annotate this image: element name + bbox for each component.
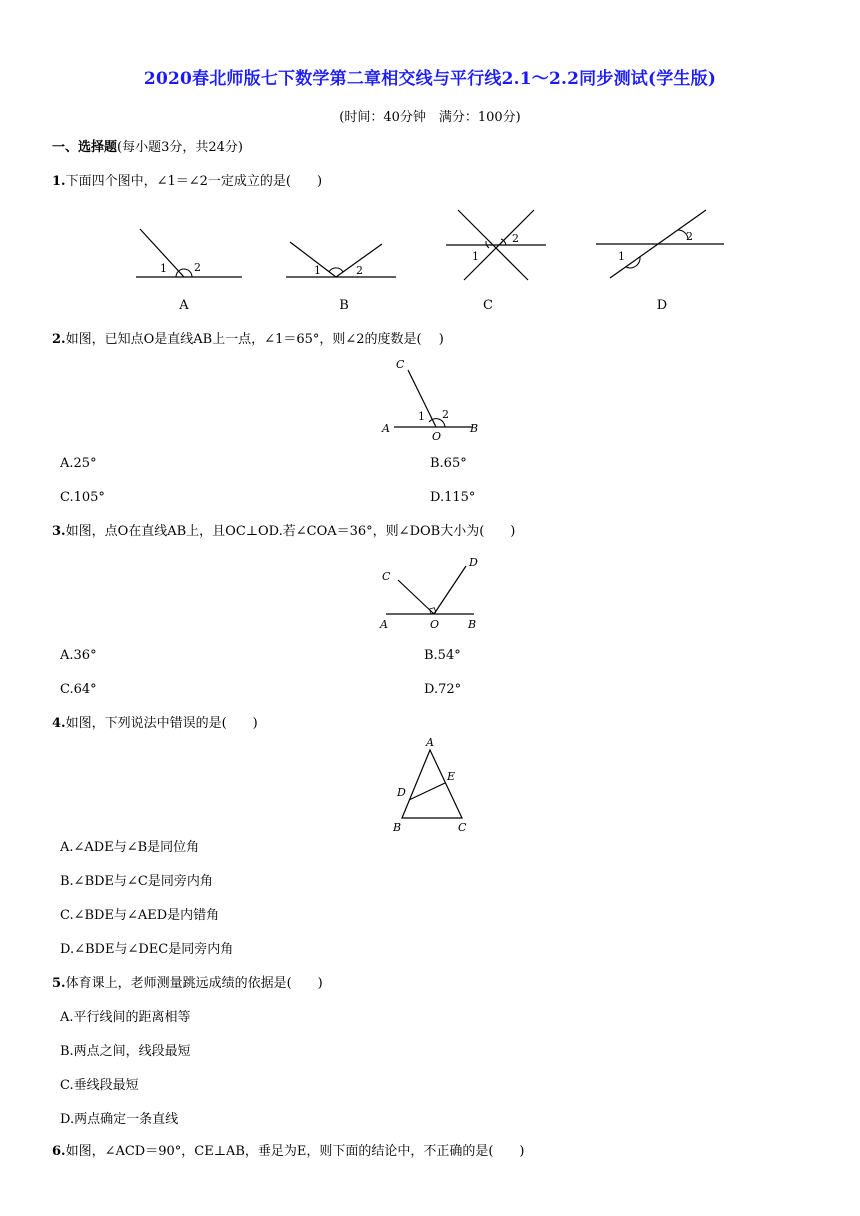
q4-figure [388, 734, 474, 834]
angle-label-2: 2 [686, 230, 693, 243]
q1-figure-d [594, 208, 726, 280]
question-6 [52, 1144, 525, 1160]
q4-option-c[interactable]: C.∠BDE与∠AED是内错角 [60, 908, 220, 923]
q5-option-a[interactable]: A.平行线间的距离相等 [60, 1010, 191, 1025]
question-number: 3. [52, 524, 66, 539]
point-label-a: A [380, 618, 388, 631]
question-text: 如图，点O在直线AB上，且OC⊥OD.若∠COA＝36°，则∠DOB大小为( ) [65, 524, 516, 539]
question-text: 如图，已知点O是直线AB上一点，∠1＝65°，则∠2的度数是( ) [65, 332, 444, 347]
q2-option-c[interactable]: C.105° [60, 490, 105, 505]
angle-label-1: 1 [418, 410, 425, 423]
section-title: 一、选择题 [52, 140, 118, 155]
q5-option-d[interactable]: D.两点确定一条直线 [60, 1112, 179, 1127]
point-label-d: D [397, 786, 406, 799]
question-4 [52, 716, 258, 732]
q3-option-d[interactable]: D.72° [424, 682, 462, 697]
point-label-b: B [470, 422, 479, 435]
angle-label-1: 1 [472, 250, 479, 263]
q1-label-b: B [339, 298, 349, 313]
question-2 [52, 332, 444, 348]
page-subtitle: (时间：40分钟 满分：100分) [339, 110, 521, 125]
question-number: 6. [52, 1144, 66, 1159]
point-label-a: A [426, 736, 434, 749]
angle-label-2: 2 [442, 408, 449, 421]
q1-label-a: A [179, 298, 189, 313]
q5-option-c[interactable]: C.垂线段最短 [60, 1078, 139, 1093]
q1-label-c: C [483, 298, 493, 313]
q1-figure-c [444, 206, 548, 284]
question-5 [52, 976, 323, 992]
q3-option-c[interactable]: C.64° [60, 682, 97, 697]
question-text: 如图，∠ACD＝90°，CE⊥AB，垂足为E，则下面的结论中，不正确的是( ) [65, 1144, 525, 1159]
point-label-c: C [458, 821, 467, 834]
question-number: 1. [52, 174, 66, 189]
question-3 [52, 524, 515, 540]
point-label-c: C [382, 570, 391, 583]
question-text: 下面四个图中，∠1＝∠2一定成立的是( ) [65, 174, 323, 189]
point-label-d: D [469, 556, 478, 569]
point-label-o: O [432, 430, 442, 443]
q1-figure-b [282, 238, 402, 282]
q3-option-a[interactable]: A.36° [60, 648, 97, 663]
q1-figure-a [130, 222, 250, 288]
angle-label-2: 2 [194, 261, 201, 274]
point-label-o: O [430, 618, 440, 631]
q5-option-b[interactable]: B.两点之间，线段最短 [60, 1044, 191, 1059]
section-heading [52, 140, 243, 156]
point-label-e: E [447, 770, 456, 783]
q3-option-b[interactable]: B.54° [424, 648, 461, 663]
angle-label-1: 1 [314, 264, 321, 277]
q2-figure [378, 356, 488, 446]
q4-option-a[interactable]: A.∠ADE与∠B是同位角 [60, 840, 200, 855]
angle-label-1: 1 [160, 262, 167, 275]
q1-label-d: D [656, 298, 668, 313]
section-note: (每小题3分，共24分) [117, 140, 243, 155]
q4-option-b[interactable]: B.∠BDE与∠C是同旁内角 [60, 874, 213, 889]
q2-option-b[interactable]: B.65° [430, 456, 467, 471]
q3-figure [376, 552, 486, 632]
point-label-b: B [393, 821, 402, 834]
q2-option-a[interactable]: A.25° [60, 456, 97, 471]
question-number: 4. [52, 716, 66, 731]
question-text: 体育课上，老师测量跳远成绩的依据是( ) [65, 976, 323, 991]
point-label-a: A [382, 422, 390, 435]
point-label-c: C [396, 358, 405, 371]
angle-label-2: 2 [356, 264, 363, 277]
question-text: 如图，下列说法中错误的是( ) [65, 716, 258, 731]
angle-label-2: 2 [512, 232, 519, 245]
q4-option-d[interactable]: D.∠BDE与∠DEC是同旁内角 [60, 942, 234, 957]
angle-label-1: 1 [618, 250, 625, 263]
question-number: 2. [52, 332, 66, 347]
point-label-b: B [468, 618, 477, 631]
page-title: 2020春北师版七下数学第二章相交线与平行线2.1～2.2同步测试(学生版) [143, 69, 717, 89]
question-1 [52, 174, 322, 190]
q2-option-d[interactable]: D.115° [430, 490, 476, 505]
question-number: 5. [52, 976, 66, 991]
